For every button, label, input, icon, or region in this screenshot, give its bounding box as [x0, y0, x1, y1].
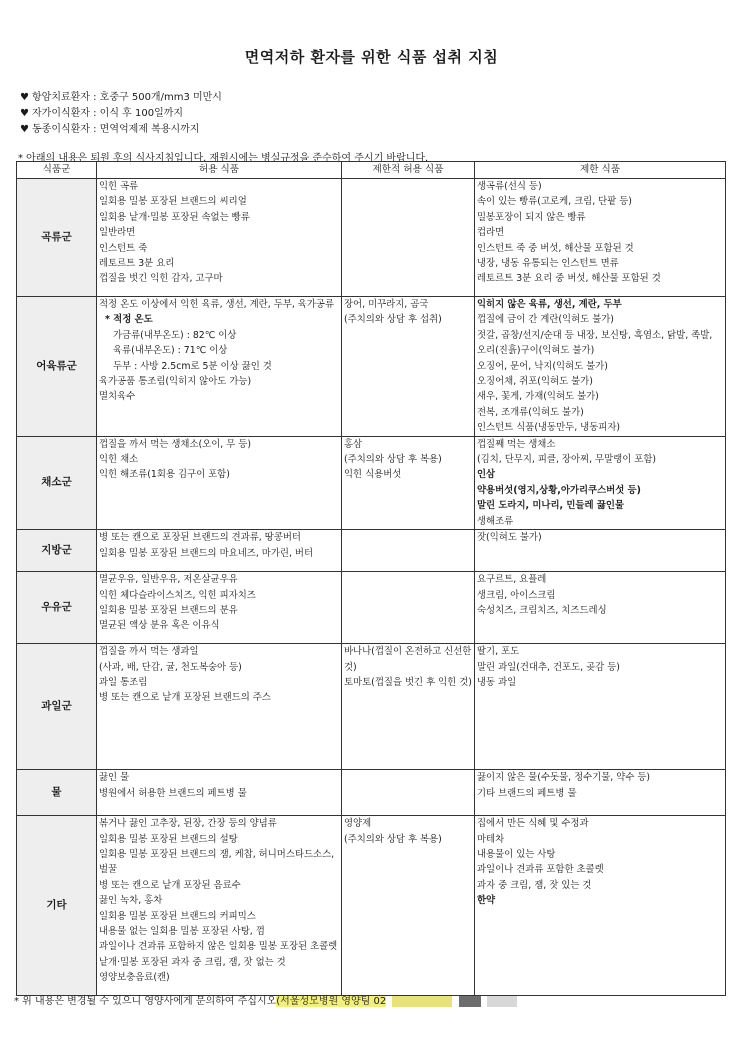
allowed-item: 병원에서 허용한 브랜드의 페트병 물 — [99, 787, 247, 799]
header-limited: 제한적 허용 식품 — [342, 162, 475, 179]
allowed-item: 일회용 밀봉 포장된 브랜드의 씨리얼 — [99, 196, 247, 208]
table-row-others — [17, 816, 726, 996]
table-row-dairy — [17, 572, 726, 644]
restricted-item: 말린 도라지, 미나리, 민들레 끓인물 — [477, 500, 624, 512]
allowed-item: 멸균된 액상 분유 혹은 이유식 — [99, 620, 220, 632]
category-cell: 곡류군 — [17, 179, 97, 297]
allowed-cell — [97, 530, 342, 572]
limited-cell — [342, 816, 475, 996]
heart-icon: ♥ — [20, 124, 29, 135]
restricted-item: 새우, 꽃게, 가재(익혀도 불가) — [477, 391, 599, 403]
allowed-item: 익힌 채소 — [99, 454, 139, 466]
restricted-item: 과일이나 견과류 포함한 초콜렛 — [477, 864, 604, 876]
allowed-item: 병 또는 캔으로 포장된 브랜드의 견과류, 땅콩버터 — [99, 532, 301, 544]
patient-criteria-list — [20, 90, 222, 138]
header-category: 식품군 — [17, 162, 97, 179]
restricted-item: 생해조류 — [477, 515, 514, 527]
food-guideline-table — [16, 161, 726, 996]
restricted-item: 껍질째 먹는 생채소 — [477, 438, 556, 450]
allowed-cell — [97, 436, 342, 529]
criteria-text: 자가이식환자 : 이식 후 100일까지 — [32, 108, 184, 119]
limited-item: (주치의와 상담 후 복용) — [344, 833, 442, 845]
restricted-item: 껍질에 금이 간 계란(익혀도 불가) — [477, 314, 614, 326]
restricted-cell — [475, 572, 726, 644]
allowed-item: 일반라면 — [99, 227, 136, 239]
restricted-item: 인스턴트 식품(냉동만두, 냉동피자) — [477, 422, 621, 434]
restricted-item: 요구르트, 요플레 — [477, 574, 547, 586]
allowed-item: 일회용 밀봉 포장된 브랜드의 잼, 케찹, 허니머스타드소스, 벌꿀 — [99, 848, 335, 876]
limited-cell — [342, 770, 475, 816]
footer-text: * 위 내용은 변경될 수 있으니 영양사에게 문의하여 주십시오 — [14, 996, 277, 1007]
restricted-item: 기타 브랜드의 페트병 물 — [477, 787, 577, 799]
allowed-item: 껍질을 벗긴 익힌 감자, 고구마 — [99, 273, 223, 285]
allowed-cell — [97, 644, 342, 770]
limited-item: (주치의와 상담 후 복용) — [344, 454, 442, 466]
restricted-item: (김치, 단무지, 피클, 장아찌, 무말랭이 포함) — [477, 454, 657, 466]
category-cell: 기타 — [17, 816, 97, 996]
allowed-item: (사과, 배, 단감, 귤, 천도복숭아 등) — [99, 661, 242, 673]
restricted-item: 말린 과일(건대추, 건포도, 곶감 등) — [477, 661, 620, 673]
limited-item: 장어, 미꾸라지, 곰국 — [344, 299, 429, 310]
allowed-item: 볶거나 끓인 고추장, 된장, 간장 등의 양념류 — [99, 818, 277, 830]
table-row-water — [17, 770, 726, 816]
allowed-item: 끓인 물 — [99, 772, 130, 784]
criteria-item — [20, 90, 222, 106]
allowed-item: 일회용 밀봉 포장된 브랜드의 설탕 — [99, 833, 238, 845]
redacted-phone-block — [392, 996, 452, 1007]
restricted-item: 인삼 — [477, 469, 496, 481]
category-cell: 채소군 — [17, 436, 97, 529]
discharge-note: * 아래의 내용은 퇴원 후의 식사지침입니다. 재원시에는 병실규정을 준수하여 주시기 바랍니다. — [18, 153, 429, 164]
document-title: 면역저하 환자를 위한 식품 섭취 지침 — [244, 48, 499, 66]
allowed-item: 껍질을 까서 먹는 생채소(오이, 무 등) — [99, 438, 251, 450]
category-cell: 과일군 — [17, 644, 97, 770]
allowed-item: 육가공품 통조림(익히지 않아도 가능) — [99, 376, 252, 388]
allowed-item: 내용물 없는 일회용 밀봉 포장된 사탕, 껌 — [99, 925, 265, 937]
table-row-vegetables — [17, 436, 726, 529]
limited-cell — [342, 572, 475, 644]
restricted-cell — [475, 436, 726, 529]
allowed-item: 두부 : 사방 2.5cm로 5분 이상 끓인 것 — [113, 360, 272, 372]
table-row-meat-fish — [17, 297, 726, 437]
allowed-item: 멸균우유, 일반우유, 저온살균우유 — [99, 574, 238, 586]
category-cell: 지방군 — [17, 530, 97, 572]
category-cell: 물 — [17, 770, 97, 816]
limited-item: 바나나(껍질이 온전하고 신선한 것) — [344, 646, 472, 673]
restricted-item: 익히지 않은 육류, 생선, 계란, 두부 — [477, 299, 622, 310]
allowed-item: 멸치육수 — [99, 391, 136, 403]
allowed-item: 과일 통조림 — [99, 676, 148, 688]
restricted-item: 한약 — [477, 895, 496, 907]
table-header-row — [17, 162, 726, 179]
allowed-cell — [97, 297, 342, 437]
allowed-item: 껍질을 까서 먹는 생과일 — [99, 646, 199, 658]
category-cell: 우유군 — [17, 572, 97, 644]
limited-cell — [342, 530, 475, 572]
allowed-item: 과일이나 견과류 포함하지 않은 일회용 밀봉 포장된 초콜렛 — [99, 941, 338, 953]
allowed-cell — [97, 770, 342, 816]
allowed-item: 낱개·밀봉 포장된 과자 중 크림, 잼, 잣 없는 것 — [99, 956, 286, 968]
allowed-cell — [97, 572, 342, 644]
allowed-item: 일회용 밀봉 포장된 브랜드의 커피믹스 — [99, 910, 256, 922]
limited-item: 익힌 식용버섯 — [344, 469, 402, 481]
allowed-item: 가금류(내부온도) : 82℃ 이상 — [113, 329, 237, 341]
restricted-cell — [475, 816, 726, 996]
allowed-item: 병 또는 캔으로 낱개 포장된 음료수 — [99, 879, 241, 891]
restricted-item: 생크림, 아이스크림 — [477, 589, 556, 601]
allowed-item: 익힌 해조류(1회용 김구이 포함) — [99, 469, 230, 481]
limited-item: 토마토(껍질을 벗긴 후 익힌 것) — [344, 676, 472, 688]
restricted-item: 레토르트 3분 요리 중 버섯, 해산물 포함된 것 — [477, 273, 661, 285]
restricted-item: 내용물이 있는 사탕 — [477, 848, 556, 860]
limited-item: 영양제 — [344, 818, 372, 830]
restricted-item: 냉동 과일 — [477, 676, 517, 688]
restricted-item: 전복, 조개류(익혀도 불가) — [477, 406, 584, 418]
restricted-item: 딸기, 포도 — [477, 646, 520, 658]
criteria-text: 동종이식환자 : 면역억제제 복용시까지 — [32, 124, 200, 135]
allowed-item: 일회용 낱개·밀봉 포장된 속없는 빵류 — [99, 211, 250, 223]
limited-item: (주치의와 상담 후 섭취) — [344, 314, 442, 326]
table-row-fats — [17, 530, 726, 572]
restricted-item: 과자 중 크림, 잼, 잣 있는 것 — [477, 879, 592, 891]
restricted-item: 숙성치즈, 크림치즈, 치즈드레싱 — [477, 604, 607, 616]
criteria-item — [20, 122, 222, 138]
allowed-item: 적정 온도 이상에서 익힌 육류, 생선, 계란, 두부, 육가공류 — [99, 299, 334, 310]
header-restricted: 제한 식품 — [475, 162, 726, 179]
allowed-item: 익힌 곡류 — [99, 181, 139, 192]
restricted-item: 끓이지 않은 물(수돗물, 정수기물, 약수 등) — [477, 772, 651, 784]
restricted-item: 속이 있는 빵류(고로케, 크림, 단팥 등) — [477, 196, 632, 208]
table-row-fruits — [17, 644, 726, 770]
restricted-item: 잣(익혀도 불가) — [477, 532, 542, 544]
criteria-item — [20, 106, 222, 122]
criteria-text: 항암치료환자 : 호중구 500개/mm3 미만시 — [32, 92, 222, 103]
allowed-item: 육류(내부온도) : 71℃ 이상 — [113, 345, 228, 357]
restricted-cell — [475, 179, 726, 297]
restricted-item: 마테차 — [477, 833, 505, 845]
allowed-cell — [97, 179, 342, 297]
category-cell: 어육류군 — [17, 297, 97, 437]
restricted-item: 냉장, 냉동 유통되는 인스턴트 면류 — [477, 258, 619, 270]
redacted-phone-block — [487, 996, 517, 1007]
restricted-item: 밀봉포장이 되지 않은 빵류 — [477, 211, 586, 223]
footer-note — [14, 992, 517, 1007]
restricted-item: 생곡류(선식 등) — [477, 181, 542, 192]
header-allowed: 허용 식품 — [97, 162, 342, 179]
allowed-cell — [97, 816, 342, 996]
allowed-item: 인스턴트 죽 — [99, 242, 148, 254]
restricted-item: 컵라면 — [477, 227, 505, 239]
allowed-item: 레토르트 3분 요리 — [99, 258, 175, 270]
restricted-item: 오징어, 문어, 낙지(익혀도 불가) — [477, 360, 608, 372]
limited-item: 홍삼 — [344, 438, 363, 450]
allowed-item: * 적정 온도 — [105, 314, 153, 326]
redacted-phone-block — [459, 996, 481, 1007]
limited-cell — [342, 179, 475, 297]
restricted-cell — [475, 644, 726, 770]
allowed-item: 끓인 녹차, 홍차 — [99, 895, 163, 907]
allowed-item: 익힌 체다슬라이스치즈, 익힌 피자치즈 — [99, 589, 256, 601]
limited-cell — [342, 297, 475, 437]
table-row-grains — [17, 179, 726, 297]
restricted-cell — [475, 770, 726, 816]
limited-cell — [342, 436, 475, 529]
heart-icon: ♥ — [20, 92, 29, 103]
restricted-item: 집에서 만든 식혜 및 수정과 — [477, 818, 589, 830]
heart-icon: ♥ — [20, 108, 29, 119]
restricted-item: 약용버섯(영지,상황,아가리쿠스버섯 등) — [477, 484, 641, 496]
allowed-item: 일회용 밀봉 포장된 브랜드의 마요네즈, 마가린, 버터 — [99, 547, 314, 559]
allowed-item: 병 또는 캔으로 낱개 포장된 브랜드의 주스 — [99, 692, 271, 704]
allowed-item: 일회용 밀봉 포장된 브랜드의 분유 — [99, 604, 238, 616]
allowed-item: 영양보충음료(캔) — [99, 972, 170, 984]
footer-highlight: (서울성모병원 영양팀 02 — [276, 996, 387, 1007]
restricted-item: 인스턴트 죽 중 버섯, 해산물 포함된 것 — [477, 242, 634, 254]
limited-cell — [342, 644, 475, 770]
restricted-cell — [475, 530, 726, 572]
restricted-item: 오징어채, 쥐포(익혀도 불가) — [477, 376, 593, 388]
restricted-item: 젓갈, 곱창/선지/순대 등 내장, 보신탕, 흑염소, 닭발, 족발, 오리(진흙)구이(익혀도 불가) — [477, 329, 713, 357]
restricted-cell — [475, 297, 726, 437]
